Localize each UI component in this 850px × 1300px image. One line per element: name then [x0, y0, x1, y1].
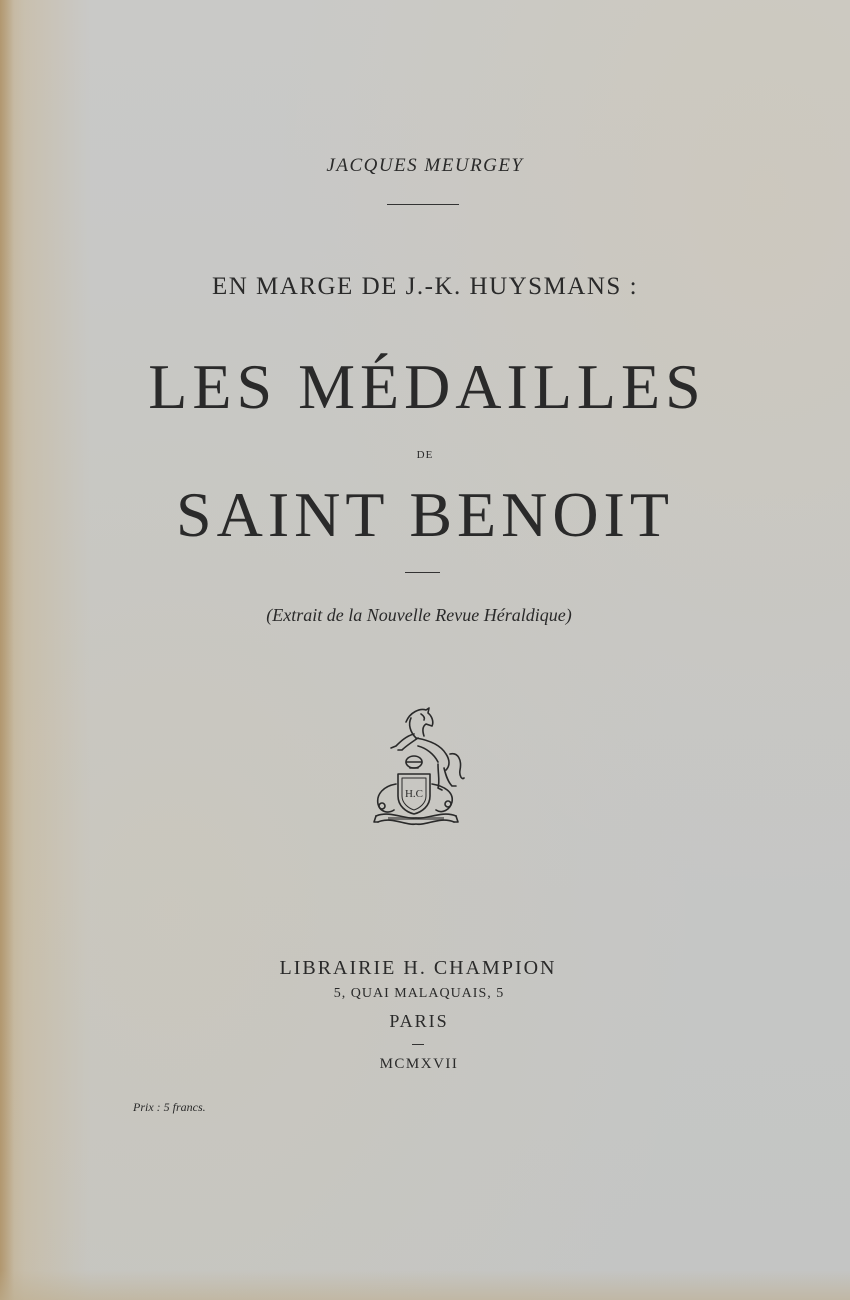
divider-rule [412, 1044, 424, 1045]
subtitle: EN MARGE DE J.-K. HUYSMANS : [211, 273, 639, 300]
divider-rule [387, 204, 459, 205]
publication-year: MCMXVII [379, 1056, 459, 1072]
divider-rule [405, 572, 440, 573]
extract-note: (Extrait de la Nouvelle Revue Héraldique) [266, 605, 572, 625]
title-line-1: LES MÉDAILLES [148, 351, 706, 422]
aged-left-edge [0, 0, 14, 1300]
rearing-horse-crest-icon [366, 704, 466, 844]
title-connector: DE [416, 449, 434, 461]
author-name: JACQUES MEURGEY [326, 155, 524, 176]
aged-bottom-edge [0, 1270, 850, 1300]
price-label: Prix : 5 francs. [133, 1100, 206, 1114]
publisher-name: LIBRAIRIE H. CHAMPION [279, 957, 557, 979]
title-line-2: SAINT BENOIT [176, 479, 674, 550]
publisher-address: 5, QUAI MALAQUAIS, 5 [333, 986, 505, 1001]
publisher-city: PARIS [389, 1011, 449, 1031]
emblem-monogram: H.C [404, 788, 424, 800]
